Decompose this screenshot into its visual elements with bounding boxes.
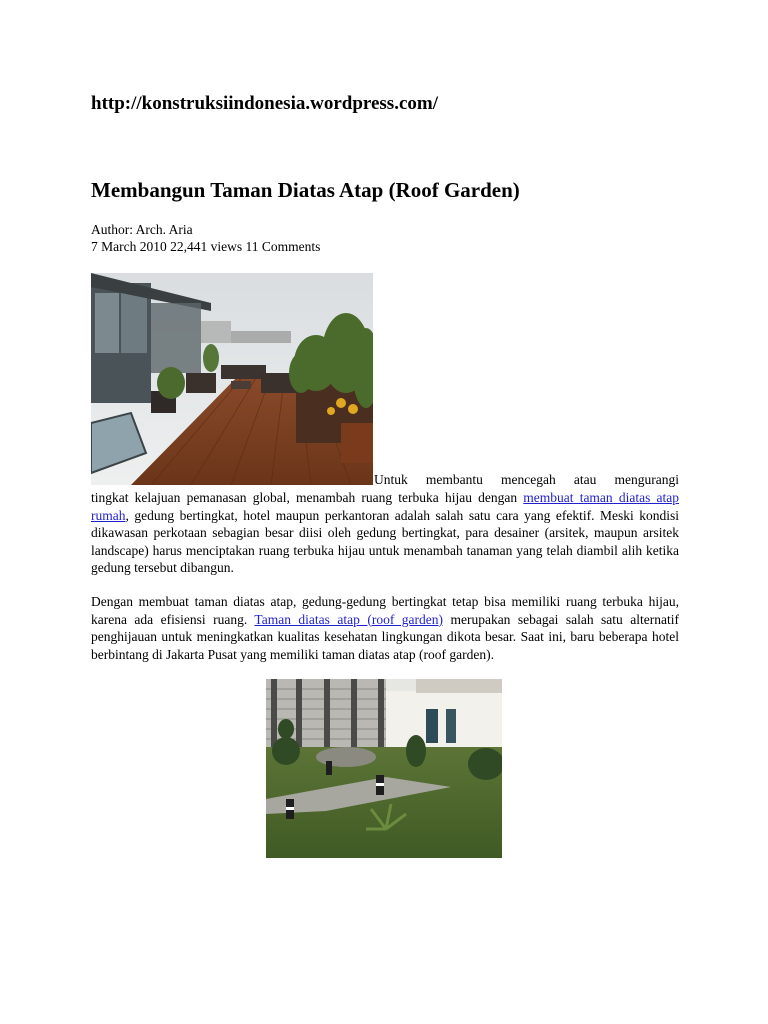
paragraph-1 xyxy=(91,489,679,577)
paragraph-2-text-a: Dengan membuat taman diatas atap, gedung-gedung bertingkat tetap bisa memiliki ruang terbuka hijau, karena ada efisiensi ruang. xyxy=(91,594,679,627)
link-taman-diatas-atap[interactable]: Taman diatas atap (roof garden) xyxy=(254,611,443,627)
paragraph-1-first-line: Untuk membantu mencegah atau mengurangi xyxy=(374,472,679,487)
source-url: http://konstruksiindonesia.wordpress.com/ xyxy=(91,93,438,114)
roof-garden-photo xyxy=(266,679,502,858)
paragraph-2-text-b: merupakan sebagai salah satu alternatif penghijauan untuk meningkatkan kualitas kesehatan lingkungan dikota besar. Saat ini, baru beberapa hotel berbintang di Jakarta Pusat yang memiliki taman diatas atap (roof garden). xyxy=(91,611,679,662)
article-title: Membangun Taman Diatas Atap (Roof Garden) xyxy=(91,178,520,202)
roof-terrace-photo xyxy=(91,273,373,485)
article-author: Author: Arch. Aria xyxy=(91,222,193,237)
paragraph-1-text-b: , gedung bertingkat, hotel maupun perkantoran adalah salah satu cara yang efektif. Meski kondisi dikawasan perkotaan sebagian besar diisi oleh gedung bertingkat, para desainer (arsitek, maupun arsitek landscape) harus menciptakan ruang terbuka hijau untuk menambah tanaman yang telah diambil alih ketika gedung tersebut dibangun. xyxy=(91,507,679,575)
article-stats: 7 March 2010 22,441 views 11 Comments xyxy=(91,239,321,254)
link-membuat-taman[interactable]: membuat taman diatas atap rumah xyxy=(91,490,679,523)
paragraph-1-text-a: tingkat kelajuan pemanasan global, menambah ruang terbuka hijau dengan xyxy=(91,490,524,505)
paragraph-2 xyxy=(91,593,679,663)
